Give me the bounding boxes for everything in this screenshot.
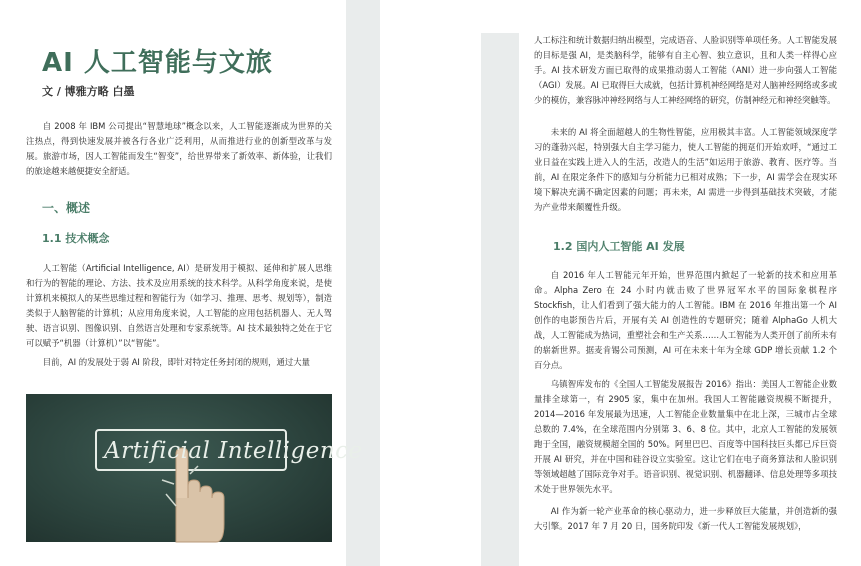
section-heading-overview: 一、概述 [42,201,91,215]
page-gutter-right [481,33,519,566]
subsection-heading-domestic: 1.2 国内人工智能 AI 发展 [553,240,685,253]
article-byline: 文 / 博雅方略 白墨 [42,85,135,98]
chalkboard-drawing [26,394,332,542]
chalkboard-photo [26,394,363,542]
intro-paragraph: 自 2008 年 IBM 公司提出“智慧地球”概念以来，人工智能逐渐成为世界的关注热点，得到快速发展并被各行各业广泛利用，从而推进行业的创新型改革与发展。旅游市场，因人工智能而发生“智变”，给世界带来了新效率、新体验，让我们的旅途越来越便捷安全舒适。 [26,121,332,176]
right-paragraph-2: 未来的 AI 将全面超越人的生物性智能，应用极其丰富。人工智能领域深度学习的蓬勃兴起，特别强大自主学习能力，使人工智能的拥趸们开始欢呼，“通过工业日益在实践上进入人的生活，改造人的生活”如运用于旅游、教育、医疗等。当前，AI 在限定条件下的感知与分析能力已相对成熟；下一步，AI 需学会在现实环境下解决充满不确定因素的问题；再未来，AI 需进一步得到基础技术突破，才能为产业带来颠覆性升级。 [534,127,837,212]
right-paragraph-3: 自 2016 年人工智能元年开始，世界范围内掀起了一轮新的技术和应用革命。Alpha Zero 在 24 小时内就击败了世界冠军水平的国际象棋程序 Stockfish，让人们看到了强大能力的人工智能。IBM 在 2016 年推出第一个 AI 创作的电影预告片后，开展有关 AI 创造性的专题研究；随着 AlphaGo 人机大战，人工智能成为热词，重塑社会和生产关系……人工智能为人类开创了前所未有的崭新世界。据麦肯锡公司预测，AI 可在未来十年为全球 GDP 增长贡献 1.2 个百分点。 [534,270,837,370]
page-gutter-left [346,0,380,566]
right-paragraph-1: 人工标注和统计数据归纳出模型，完成语音、人脸识别等单项任务。人工智能发展的目标是强 AI，是类脑科学，能够有自主心智、独立意识，且和人类一样得心应手。AI 技术研发方面已取得的成果推动弱人工智能（ANI）进一步向强人工智能（AGI）发展。AI 已取得巨大成就，包括计算机神经网络是对人脑神经网络或多或少的模仿，兼容脉冲神经网络与人工神经网络的研究，仿制神经元和神经突触等。 [534,35,837,105]
right-paragraph-5: AI 作为新一轮产业革命的核心驱动力，进一步释放巨大能量，并创造新的强大引擎。2017 年 7 月 20 日，国务院印发《新一代人工智能发展规划》， [534,506,837,531]
concept-paragraph: 人工智能（Artificial Intelligence, AI）是研发用于模拟、延伸和扩展人思维和行为的智能的理论、方法、技术及应用系统的技术科学。从科学角度来说，是使计算机来模拟人的某些思维过程和智能行为（如学习、推理、思考、规划等），制造类似于人脑智能的计算机；从应用角度来说，人工智能的应用包括机器人、无人驾驶、语言识别、图像识别、自然语言处理和专家系统等。AI 技术最独特之处在于它可以赋予“机器（计算机）”以“智能”。 [26,263,332,348]
chalkboard-caption: Artificial Intelligence [104,438,363,464]
article-title: AI 人工智能与文旅 [42,48,273,78]
current-stage-paragraph: 目前，AI 的发展处于弱 AI 阶段，即针对特定任务封闭的规则，通过大量 [42,357,311,367]
right-paragraph-4: 乌镇智库发布的《全国人工智能发展报告 2016》指出：美国人工智能企业数量排全球第一，有 2905 家，集中在加州。我国人工智能融资规模不断提升，2014—2016 年发展最为迅速，人工智能企业数量集中在北上深，三城市占全球总数的 7.4%，在全球范围内分别第 3、6、8 位。其中，北京人工智能的发展领跑于全国，融资规模超全国的 50%。阿里巴巴、百度等中国科技巨头都已斥巨资开展 AI 研究，并在中国和硅谷设立实验室。这让它们在电子商务算法和人脸识别等领域超越了国际竞争对手。语音识别、视觉识别、机器翻译、信息处理等多项技术处于世界领先水平。 [534,379,837,494]
subsection-heading-concept: 1.1 技术概念 [42,232,110,245]
